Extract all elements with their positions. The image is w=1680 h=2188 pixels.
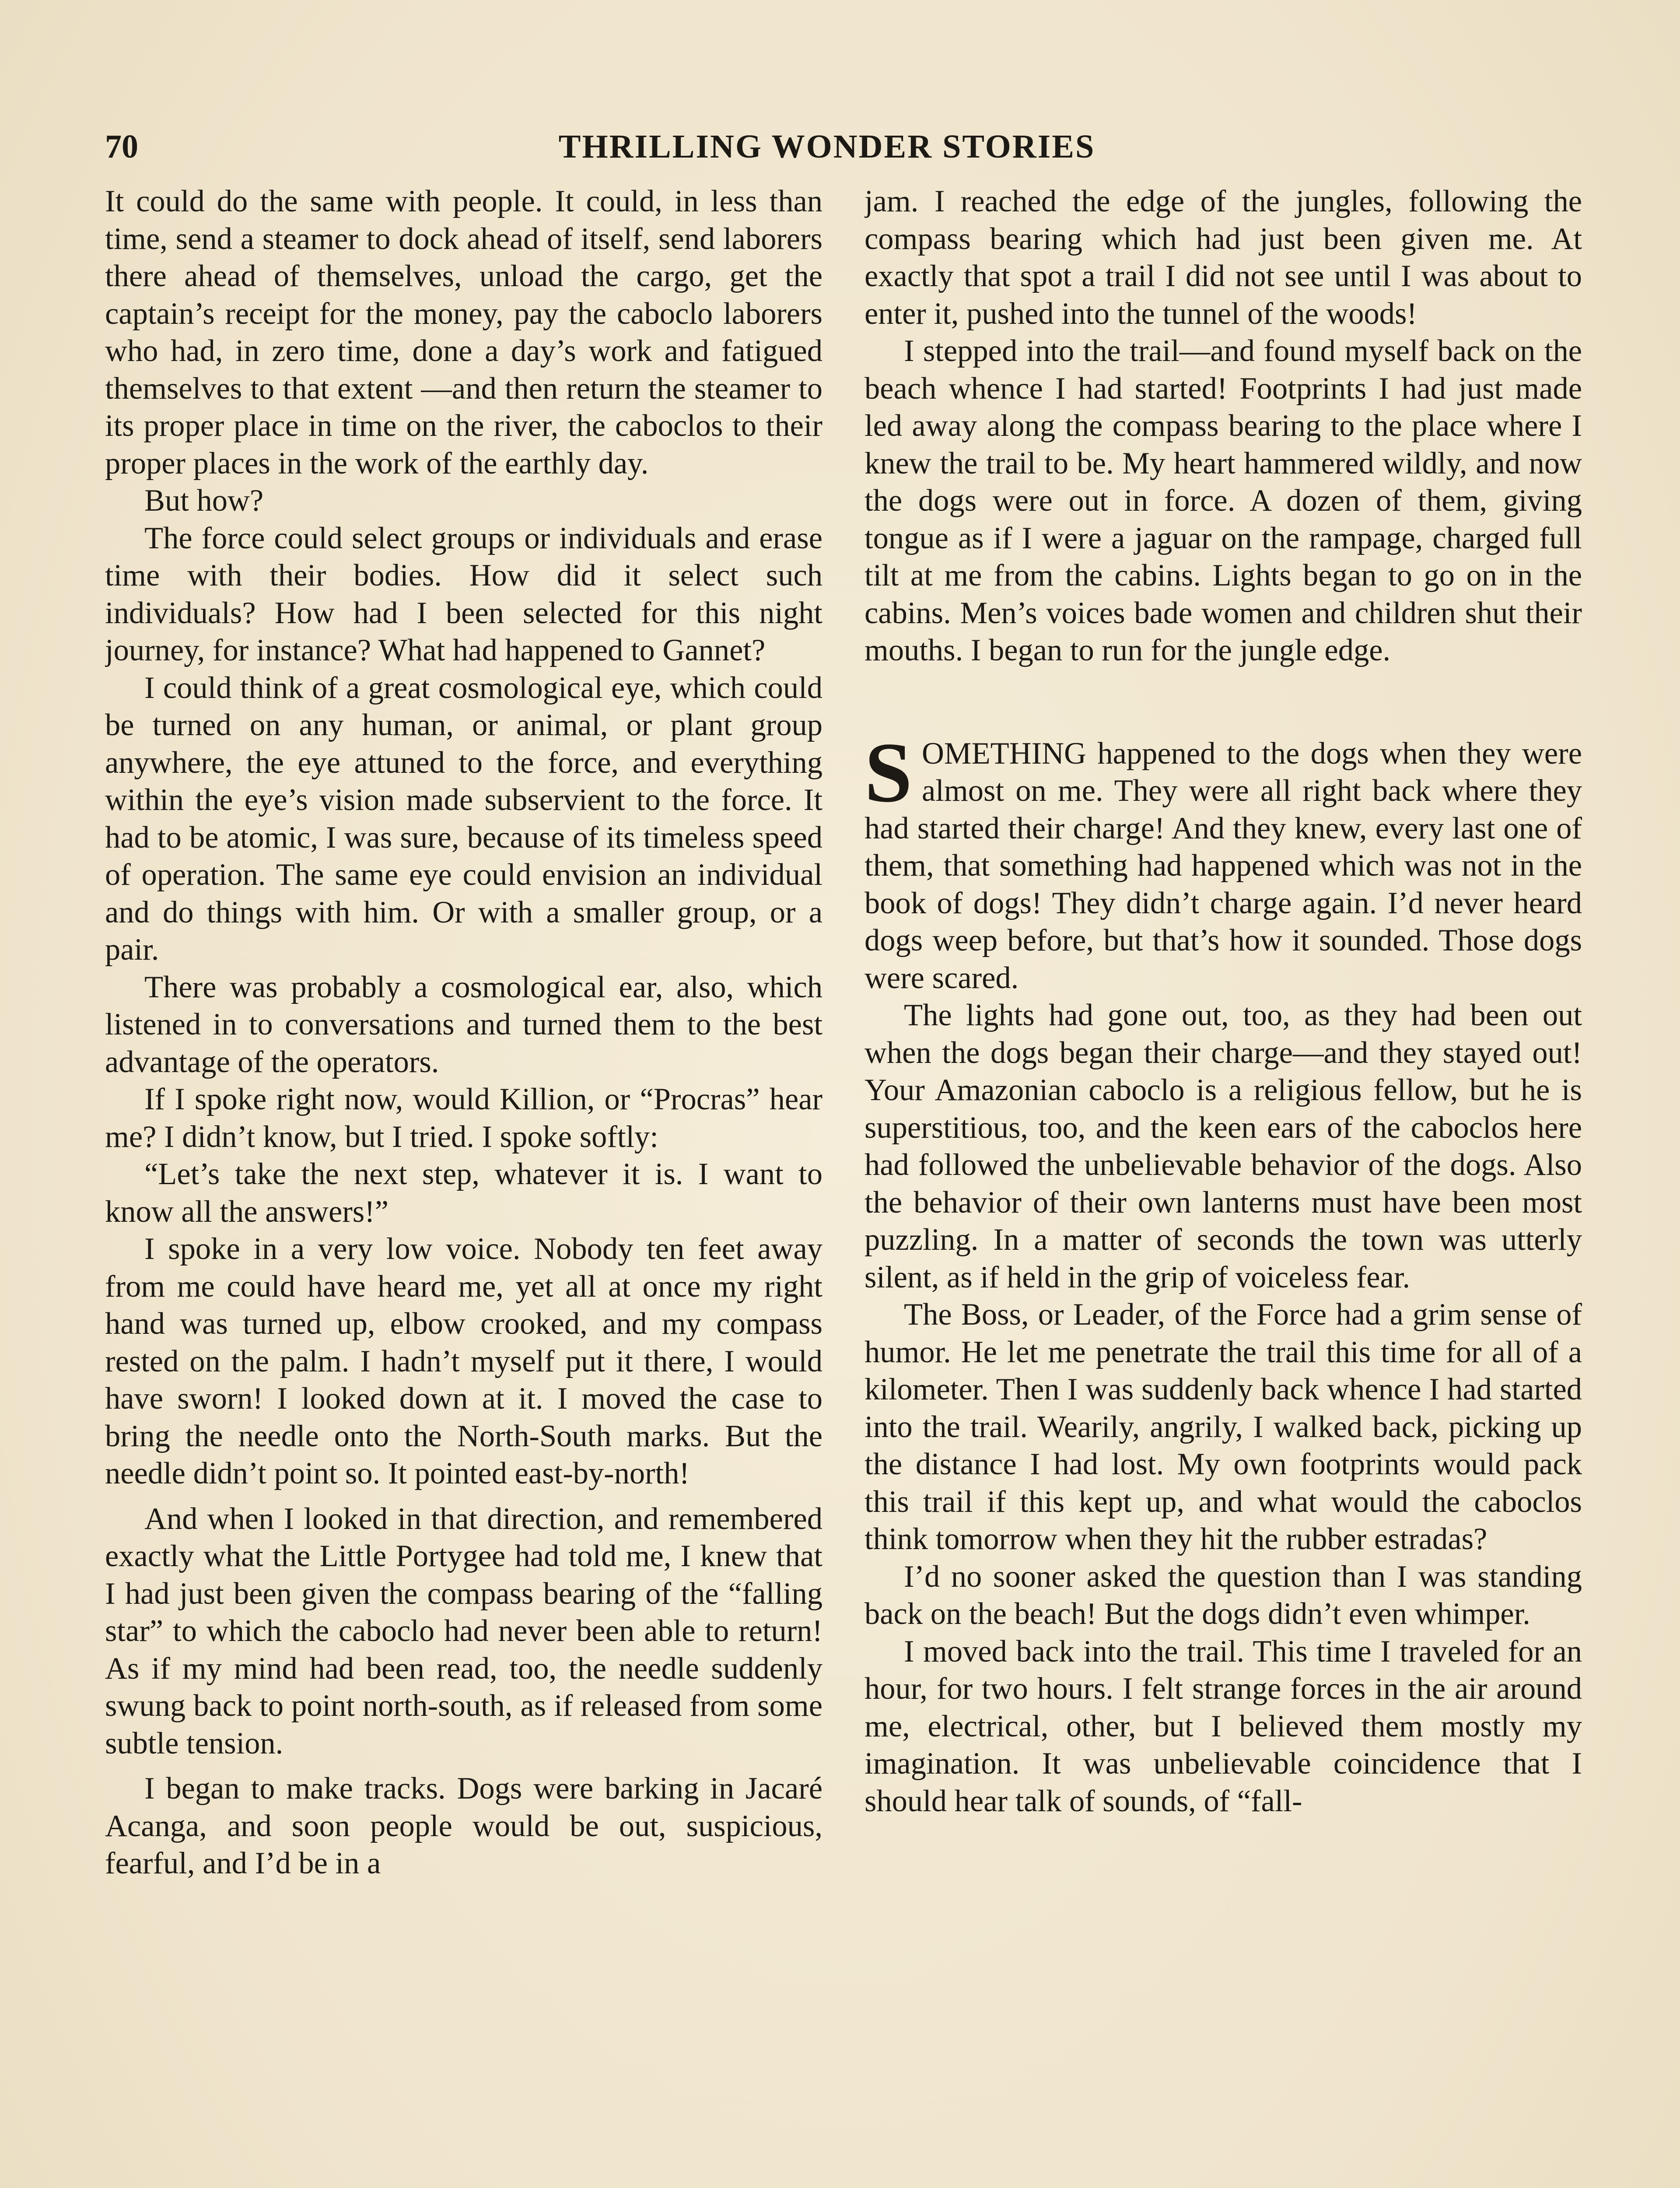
paragraph: jam. I reached the edge of the jungles, following the compass bearing which had just been given me. At exactly that spot a trail I did not see until I was about to enter it, pushed into the tunnel of the woods! <box>864 184 1582 331</box>
section-opening-text: OMETHING happened to the dogs when they were almost on me. They were all right back where they had started their charge! And they knew, every last one of them, that something had happened which was not in the book of dogs! They didn’t charge again. I’d never heard dogs weep before, but that’s how it sounded. Those dogs were scared. <box>864 736 1582 995</box>
paragraph: I spoke in a very low voice. Nobody ten feet away from me could have heard me, yet all at once my right hand was turned up, elbow crooked, and my compass rested on the palm. I hadn’t myself put it there, I would have sworn! I looked down at it. I moved the case to bring the needle onto the North-South marks. But the needle didn’t point so. It pointed east-by-north! <box>105 1232 822 1490</box>
drop-cap: S <box>864 725 913 820</box>
paragraph: I could think of a great cosmological eye, which could be turned on any human, or animal, or plant group anywhere, the eye attuned to the force, and everything within the eye’s vision made subservient to the force. It had to be atomic, I was sure, because of its timeless speed of operation. The same eye could envision an individual and do things with him. Or with a smaller group, or a pair. <box>105 670 822 967</box>
running-title: THRILLING WONDER STORIES <box>558 128 1096 165</box>
page-header <box>105 128 1549 172</box>
paragraph: The lights had gone out, too, as they had been out when the dogs began their charge—and they stayed out! Your Amazonian caboclo is a religious fellow, but he is superstitious, too, and the keen ears of the caboclos here had followed the unbelievable behavior of the dogs. Also the behavior of their own lanterns must have been most puzzling. In a matter of seconds the town was utterly silent, as if held in the grip of voiceless fear. <box>864 998 1582 1294</box>
right-column <box>864 183 1582 2188</box>
paragraph: It could do the same with people. It could, in less than time, send a steamer to dock ahead of itself, send laborers there ahead of themselves, unload the cargo, get the captain’s receipt for the money, pay the caboclo laborers who had, in zero time, done a day’s work and fatigued themselves to that extent —and then return the steamer to its proper place in time on the river, the caboclos to their proper places in the work of the earthly day. <box>105 184 822 480</box>
paragraph: The Boss, or Leader, of the Force had a grim sense of humor. He let me penetrate the trail this time for all of a kilometer. Then I was suddenly back whence I had started into the trail. Wearily, angrily, I walked back, picking up the distance I had lost. My own footprints would pack this trail if this kept up, and what would the caboclos think tomorrow when they hit the rubber estradas? <box>864 1297 1582 1556</box>
paragraph: I began to make tracks. Dogs were barking in Jacaré Acanga, and soon people would be out, suspicious, fearful, and I’d be in a <box>105 1771 822 1880</box>
left-column <box>105 183 822 2188</box>
paragraph: I stepped into the trail—and found myself back on the beach whence I had started! Footprints I had just made led away along the compass bearing to the place where I knew the trail to be. My heart hammered wildly, and now the dogs were out in force. A dozen of them, giving tongue as if I were a jaguar on the rampage, charged full tilt at me from the cabins. Lights began to go on in the cabins. Men’s voices bade women and children shut their mouths. I began to run for the jungle edge. <box>864 334 1582 667</box>
paragraph: There was probably a cosmological ear, also, which listened in to conversations and turned them to the best advantage of the operators. <box>105 970 822 1079</box>
paragraph: If I spoke right now, would Killion, or “Procras” hear me? I didn’t know, but I tried. I spoke softly: <box>105 1082 822 1154</box>
paragraph: But how? <box>144 484 264 518</box>
paragraph: And when I looked in that direction, and remembered exactly what the Little Portygee had told me, I knew that I had just been given the compass bearing of the “falling star” to which the caboclo had never been able to return! As if my mind had been read, too, the needle suddenly swung back to point north-south, as if released from some subtle tension. <box>105 1501 822 1760</box>
paragraph: I’d no sooner asked the question than I was standing back on the beach! But the dogs didn’t even whimper. <box>864 1559 1582 1631</box>
paragraph: I moved back into the trail. This time I traveled for an hour, for two hours. I felt strange forces in the air around me, electrical, other, but I believed them mostly my imagination. It was unbelievable coincidence that I should hear talk of sounds, of “fall- <box>864 1634 1582 1818</box>
paragraph: The force could select groups or individuals and erase time with their bodies. How did it select such individuals? How had I been selected for this night journey, for instance? What had happened to Gannet? <box>105 521 822 667</box>
page-number: 70 <box>105 128 138 165</box>
paragraph: “Let’s take the next step, whatever it is. I want to know all the answers!” <box>105 1157 822 1229</box>
section-opening-paragraph <box>864 725 1582 997</box>
